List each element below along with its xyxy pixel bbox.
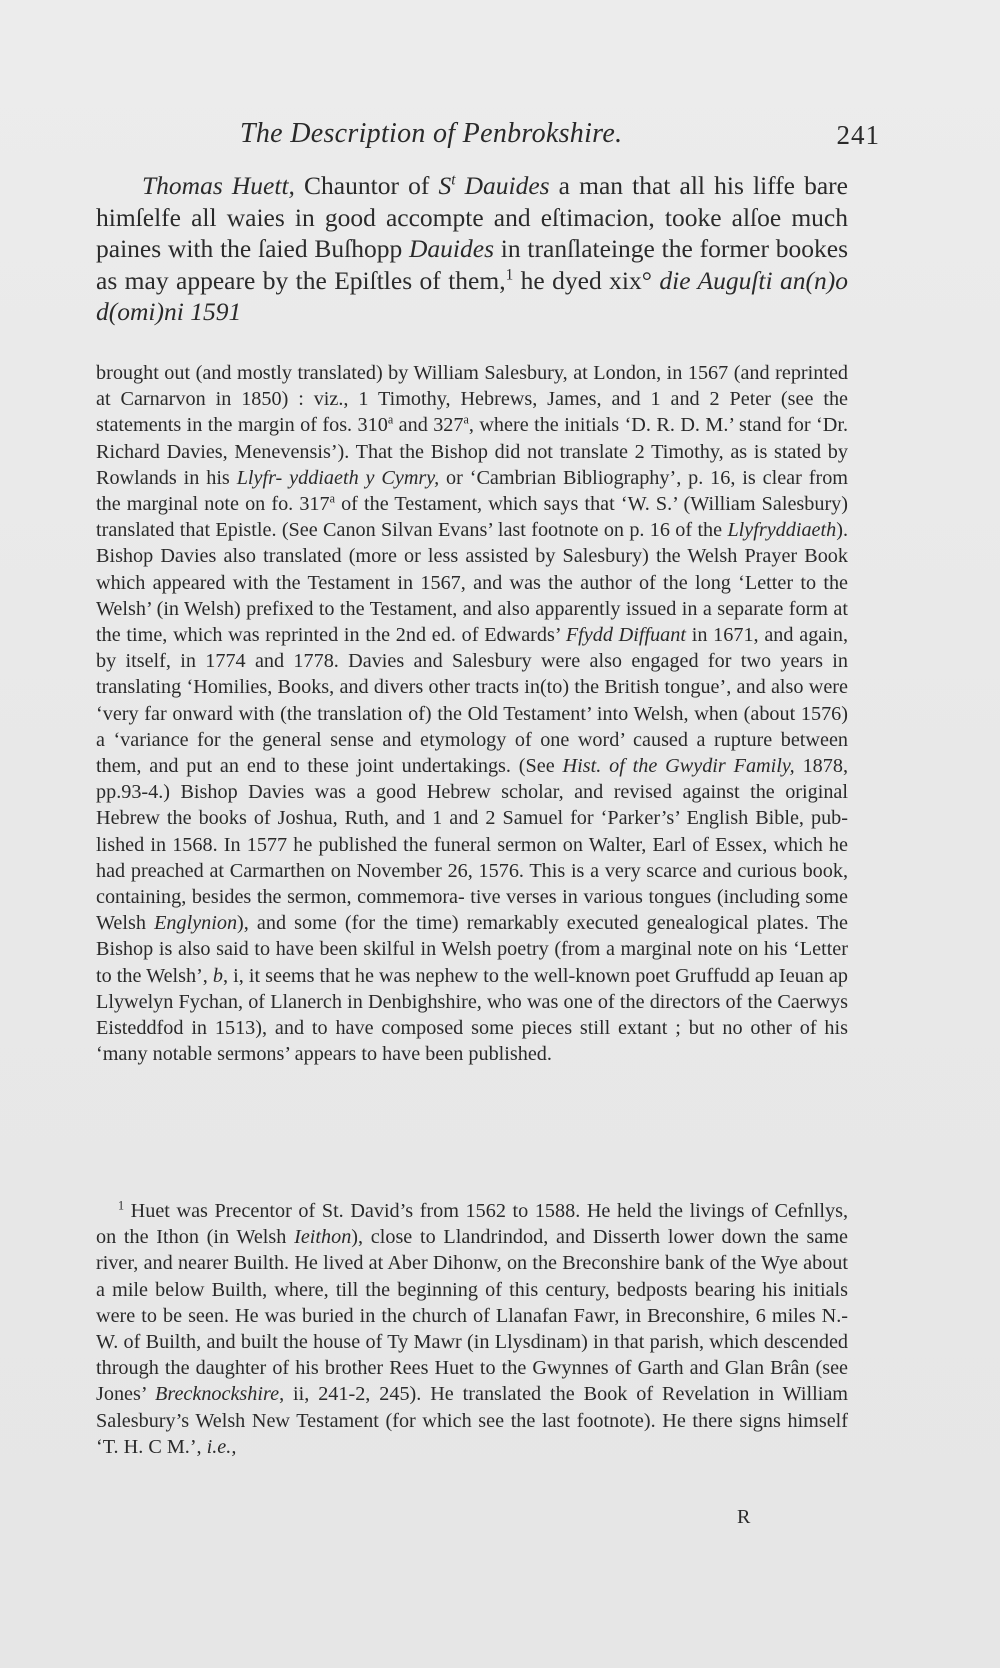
place-name: Ieithon (294, 1226, 352, 1249)
book-title: Hist. of the Gwydir Family, (562, 755, 795, 778)
book-title: Llyfryddiaeth (727, 519, 837, 542)
signature-mark: R (737, 1506, 752, 1528)
running-title: The Description of Penbrokshire. (240, 118, 623, 149)
book-title: Englynion (154, 912, 238, 935)
main-text-paragraph: Thomas Huett, Chauntor of $S^t$ Dauides a man that all his liffe bare himſelfe all waies in good accompte and eſtimacion, tooke alſoe much paines with the ſaied Buſhopp Dauides in tranſlateinge the former bookes as may appeare by the Epiſtles of them,$^1$ he dyed xix° die Auguſti an(n)o d(omi)ni 1591 (96, 171, 849, 326)
place-name: Dauides (409, 234, 494, 263)
book-title: Ffydd Diffuant (565, 624, 686, 647)
place-name: Dauides (464, 171, 550, 200)
person-name: Thomas Huett, (142, 171, 295, 200)
book-title: Brecknockshire (155, 1383, 280, 1406)
footnote-ref: 1 (505, 266, 514, 283)
date-text: die Auguſti an(n)o d(omi)ni 1591 (96, 265, 848, 326)
footnote: $^1$ Huet was Precentor of St. David’s from 1562 to 1588. He held the livings of Cefnllys, on the Ithon (in Welsh Ieithon), close to Llandrindod, and Disserth lower down the same river, and nearer Builth. He lived at Aber Dihonw, on the Breconshire bank of the Wye about a mile below Builth, where, till the beginning of this century, bedposts bearing his initials were to be seen. He was buried in the church of Llanafan Fawr, in Breconshire, 6 miles N.-W. of Builth, and built the house of Ty Mawr (in Llysdinam) in that parish, which descended through the daughter of his brother Rees Huet to the Gwynnes of Garth and Glan Brân (see Jones’ Brecknockshire, ii, 241-2, 245). He translated the Book of Revelation in William Salesbury’s Welsh New Testament (for which see the last footnote). He there signs himself ‘T. H. C M.’, i.e., (96, 1198, 848, 1458)
running-header (240, 118, 880, 158)
saint-abbrev: $S^t$ (438, 171, 456, 200)
page-number: 241 (836, 120, 880, 150)
footnote-mark: 1 (118, 1198, 125, 1213)
book-title: Llyfr- yddiaeth y Cymry, (236, 466, 440, 489)
commentary-paragraph: brought out (and mostly translated) by William Salesbury, at London, in 1567 (and reprinted at Carnarvon in 1850) : viz., 1 Timothy, Hebrews, James, and 1 and 2 Peter (see the statements in the margin of fos. 310$^a$ and 327$^a$, where the initials ‘D. R. D. M.’ stand for ‘Dr. Richard Davies, Menevensis’). That the Bishop did not translate 2 Timothy, as is stated by Rowlands in his Llyfr- yddiaeth y Cymry, or ‘Cambrian Bibliography’, p. 16, is clear from the marginal note on fo. 317$^a$ of the Testament, which says that ‘W. S.’ (William Salesbury) translated that Epistle. (See Canon Silvan Evans’ last footnote on p. 16 of the Llyfryddiaeth). Bishop Davies also translated (more or less assisted by Salesbury) the Welsh Prayer Book which appeared with the Testament in 1567, and was the author of the long ‘Letter to the Welsh’ (in Welsh) prefixed to the Testament, and also apparently issued in a separate form at the time, which was reprinted in the 2nd ed. of Edwards’ Ffydd Diffuant in 1671, and again, by itself, in 1774 and 1778. Davies and Salesbury were also engaged for two years in translating ‘Homilies, Books, and divers other tracts in(to) the British tongue’, and also were ‘very far onward with (the translation of) the Old Testament’ into Welsh, when (about 1576) a ‘variance for the general sense and etymology of one word’ caused a rupture between them, and put an end to these joint undertakings. (See Hist. of the Gwydir Family, 1878, pp.93-4.) Bishop Davies was a good Hebrew scholar, and revised against the original Hebrew the books of Joshua, Ruth, and 1 and 2 Samuel for ‘Parker’s’ English Bible, pub- lished in 1568. In 1577 he published the funeral sermon on Walter, Earl of Essex, which he had preached at Carmarthen on November 26, 1576. This is a very scarce and curious book, containing, besides the sermon, commemora- tive verses in various tongues (including some Welsh Englynion), and some (for the time) remarkably executed genealogical plates. The Bishop is also said to have been skilful in Welsh poetry (from a marginal note on his ‘Letter to the Welsh’, b, i, it seems that he was nephew to the well-known poet Gruffudd ap Ieuan ap Llywelyn Fychan, of Llanerch in Denbighshire, who was one of the directors of the Caerwys Eisteddfod in 1513), and to have composed some pieces still extant ; but no other of his ‘many notable sermons’ appears to have been published. (96, 362, 849, 1066)
